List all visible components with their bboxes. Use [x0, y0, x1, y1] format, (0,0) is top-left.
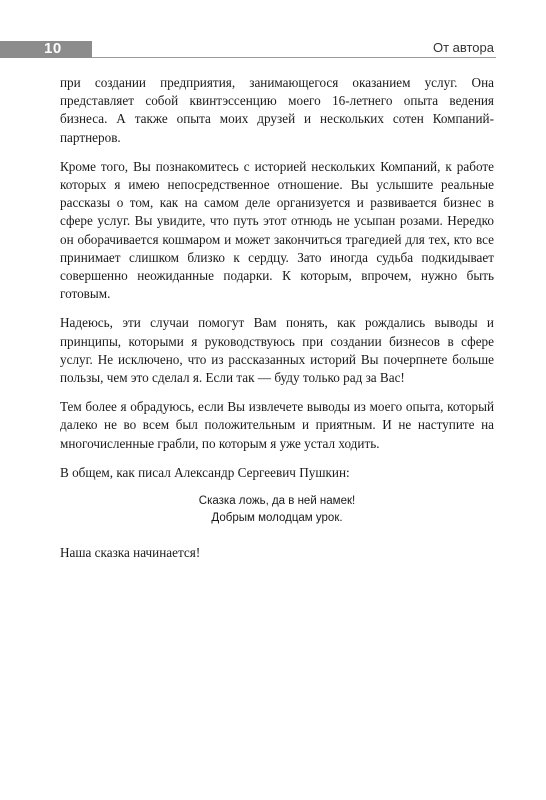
closing-paragraph: Наша сказка начинается! — [60, 545, 201, 561]
paragraph: В общем, как писал Александр Сергеевич Пушкин: — [60, 464, 350, 480]
page-header — [0, 38, 546, 60]
paragraph: Тем более я обрадуюсь, если Вы извлечете выводы из моего опыта, который далеко не во всем был положительным и приятным. И не наступите на многочисленные грабли, по которым я уже устал ходить. — [60, 399, 494, 451]
quote-line: Добрым молодцам урок. — [211, 512, 343, 525]
pushkin-quote — [60, 493, 494, 527]
quote-line: Сказка ложь, да в ней намек! — [198, 495, 356, 508]
paragraph: Надеюсь, эти случаи помогут Вам понять, как рождались выводы и принципы, которыми я руководствуюсь при создании бизнесов в сфере услуг. Не исключено, что из рассказанных историй Вы почерпнете больше пользы, чем это сделал я. Если так — буду только рад за Вас! — [60, 315, 494, 386]
paragraph: при создании предприятия, занимающегося оказанием услуг. Она представляет собой квинтэссенцию моего 16-летнего опыта ведения бизнеса. А также опыта моих друзей и нескольких сотен Компаний-партнеров. — [60, 75, 494, 145]
header-rule — [92, 57, 496, 58]
paragraph: Кроме того, Вы познакомитесь с историей нескольких Компаний, к работе которых я имею непосредственное отношение. Вы услышите реальные рассказы о том, как на самом деле организуется и развивается бизнес в сфере услуг. Вы увидите, что путь этот отнюдь не усыпан розами. Нередко он оборачивается кошмаром и может закончиться трагедией для тех, кто все принимает слишком близко к сердцу. Зато иногда судьба подкидывает совершенно неожиданные подарки. К которым, впрочем, нужно быть готовым. — [60, 158, 494, 302]
page-number: 10 — [44, 40, 62, 57]
page-body — [60, 74, 494, 573]
running-section-title: От автора — [432, 40, 494, 55]
